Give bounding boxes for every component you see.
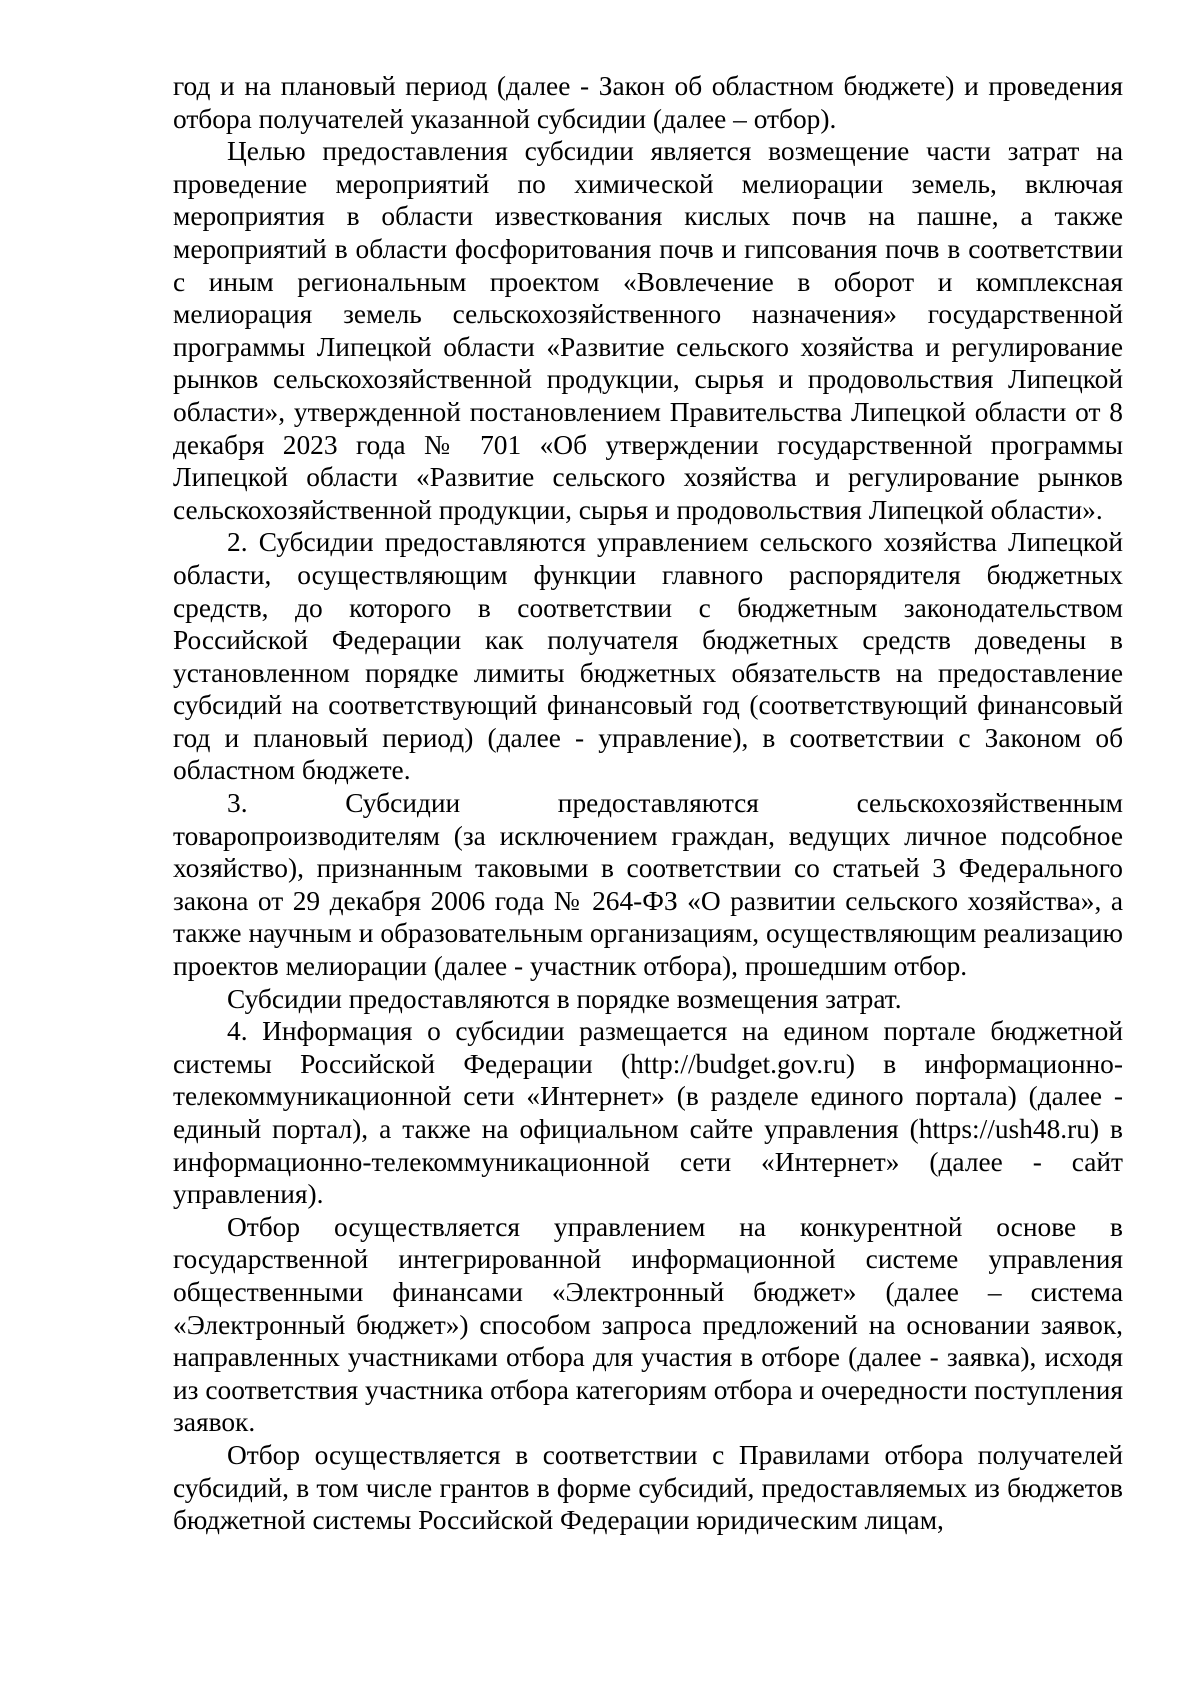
paragraph-selection-rules: Отбор осуществляется в соответствии с Правилами отбора получателей субсидий, в том числе грантов в форме субсидий, предоставляемых из бюджетов бюджетной системы Российской Федерации юридическим лицам, — [173, 1439, 1123, 1536]
paragraph-reimbursement: Субсидии предоставляются в порядке возмещения затрат. — [227, 983, 902, 1014]
paragraph-purpose: Целью предоставления субсидии является возмещение части затрат на проведение мероприятий по химической мелиорации земель, включая мероприятия в области известкования кислых почв на пашне, а также мероприятий в области фосфоритования почв и гипсования почв в соответствии с иным региональным проектом «Вовлечение в оборот и комплексная мелиорация земель сельскохозяйственного назначения» государственной программы Липецкой области «Развитие сельского хозяйства и регулирование рынков сельскохозяйственной продукции, сырья и продовольствия Липецкой области», утвержденной постановлением Правительства Липецкой области от 8 декабря 2023 года № 701 «Об утверждении государственной программы Липецкой области «Развитие сельского хозяйства и регулирование рынков сельскохозяйственной продукции, сырья и продовольствия Липецкой области». — [173, 136, 1123, 525]
paragraph-continuation: год и на плановый период (далее - Закон об областном бюджете) и проведения отбора получателей указанной субсидии (далее – отбор). — [173, 71, 1123, 134]
paragraph-item-4: 4. Информация о субсидии размещается на едином портале бюджетной системы Российской Федерации (http://budget.gov.ru) в информационно-телекоммуникационной сети «Интернет» (в разделе единого портала) (далее - единый портал), а также на официальном сайте управления (https://ush48.ru) в информационно-телекоммуникационной сети «Интернет» (далее - сайт управления). — [173, 1016, 1123, 1210]
document-body — [173, 70, 1123, 1537]
paragraph-item-2: 2. Субсидии предоставляются управлением сельского хозяйства Липецкой области, осуществляющим функции главного распорядителя бюджетных средств, до которого в соответствии с бюджетным законодательством Российской Федерации как получателя бюджетных средств доведены в установленном порядке лимиты бюджетных обязательств на предоставление субсидий на соответствующий финансовый год (соответствующий финансовый год и плановый период) (далее - управление), в соответствии с Законом об областном бюджете. — [173, 527, 1123, 786]
paragraph-item-3: 3. Субсидии предоставляются сельскохозяйственным товаропроизводителям (за исключением граждан, ведущих личное подсобное хозяйство), признанным таковыми в соответствии со статьей 3 Федерального закона от 29 декабря 2006 года № 264-ФЗ «О развитии сельского хозяйства», а также научным и образовательным организациям, осуществляющим реализацию проектов мелиорации (далее - участник отбора), прошедшим отбор. — [173, 788, 1123, 982]
paragraph-selection-method: Отбор осуществляется управлением на конкурентной основе в государственной интегрированной информационной системе управления общественными финансами «Электронный бюджет» (далее – система «Электронный бюджет») способом запроса предложений на основании заявок, направленных участниками отбора для участия в отборе (далее - заявка), исходя из соответствия участника отбора категориям отбора и очередности поступления заявок. — [173, 1211, 1123, 1438]
